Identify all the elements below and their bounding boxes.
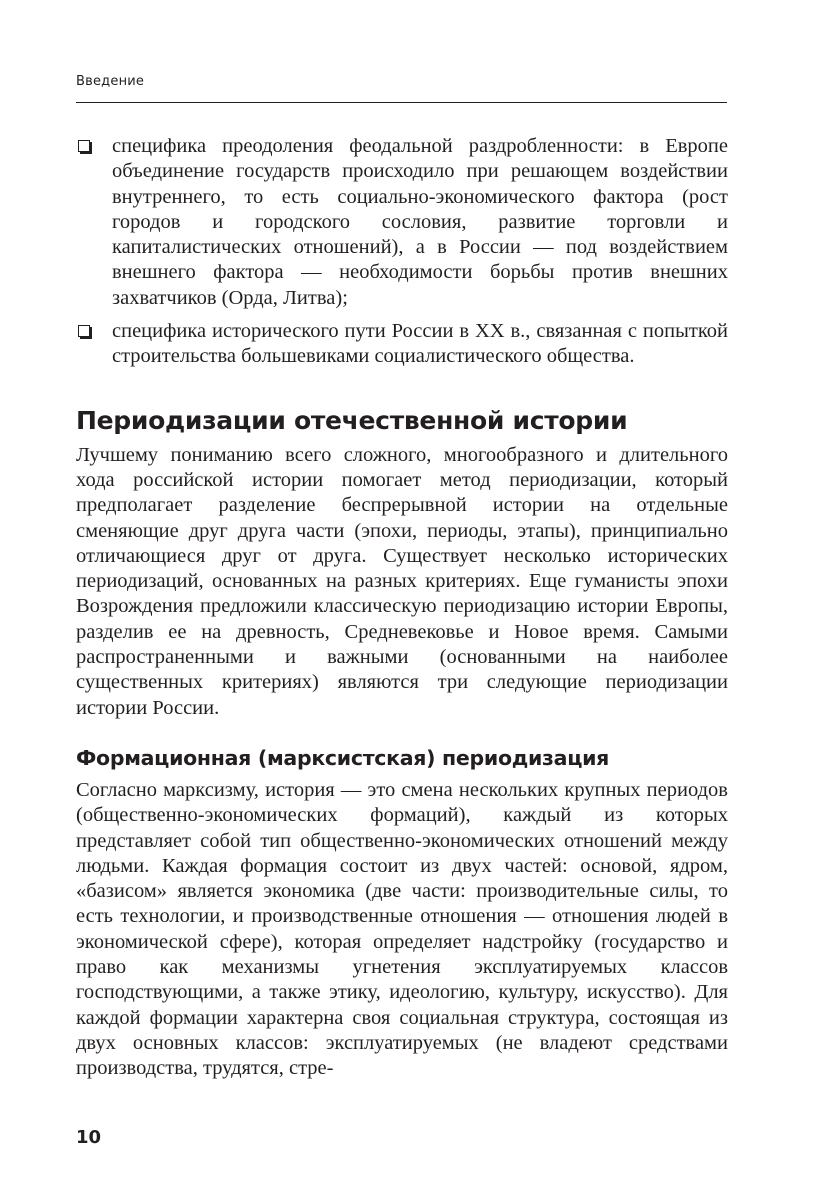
bullet-text: специфика преодоления феодальной раздробленности: в Европе объединение государств происходило при решающем воздействии внутреннего, то есть социально-экономического фактора (рост городов и городского сословия, развитие торговли и капиталистических отношений), а в России — под воздействием внешнего фактора — необходимости борьбы против внешних захватчиков (Орда, Литва); <box>112 135 728 309</box>
checkbox-bullet-icon <box>78 325 90 337</box>
subsection-paragraph: Согласно марксизму, история — это смена нескольких крупных периодов (общественно-экономических формаций), каждый из которых представляет собой тип общественно-экономических отношений между людьми. Каждая формация состоит из двух частей: основой, ядром, «базисом» является экономика (две части: производительные силы, то есть технологии, и производственные отношения — отношения людей в экономической сфере), которая определяет надстройку (государство и право как механизмы угнетения эксплуатируемых классов господствующими, а также этику, идеологию, культуру, искусство). Для каждой формации характерна своя социальная структура, состоящая из двух основных классов: эксплуатируемых (не владеют средствами производства, трудятся, стре- <box>76 778 728 1080</box>
section-paragraph: Лучшему пониманию всего сложного, многообразного и длительного хода российской истории помогает метод периодизации, который предполагает разделение беспрерывной истории на отдельные сменяющие друг друга части (эпохи, периоды, этапы), принципиально отличающиеся друг от друга. Существует несколько исторических периодизаций, основанных на разных критериях. Еще гуманисты эпохи Возрождения предложили классическую периодизацию истории Европы, разделив ее на древность, Средневековье и Новое время. Самыми распространенными и важными (основанными на наиболее существенных критериях) являются три следующие периодизации истории России. <box>76 443 728 719</box>
page-content <box>76 134 728 1082</box>
list-item <box>76 319 728 370</box>
section-heading: Периодизации отечественной истории <box>76 405 628 435</box>
running-head-title: Введение <box>76 74 145 89</box>
page-number: 10 <box>76 1127 102 1148</box>
bullet-list <box>76 134 728 370</box>
subsection-heading: Формационная (марксистская) периодизация <box>76 745 610 770</box>
list-item <box>76 134 728 311</box>
bullet-text: специфика исторического пути России в XX в., связанная с попыткой строительства большевиками социалистического общества. <box>112 320 728 368</box>
header-divider <box>76 102 727 103</box>
checkbox-bullet-icon <box>78 140 90 152</box>
